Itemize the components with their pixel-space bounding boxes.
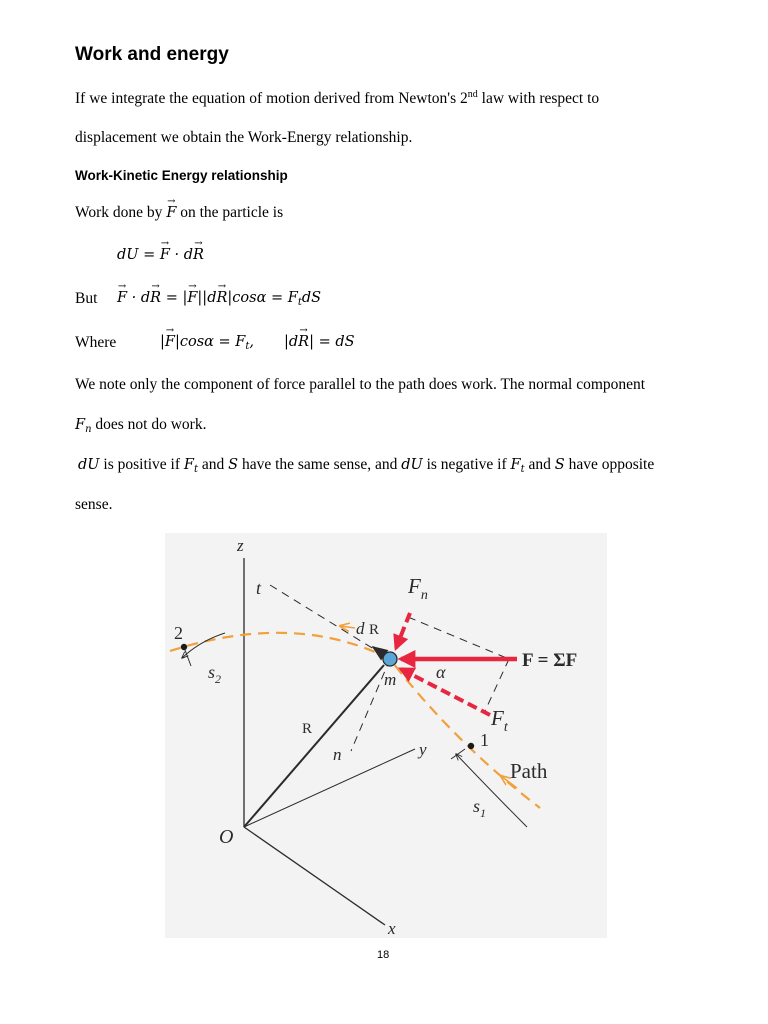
- s-1: S: [228, 457, 239, 473]
- eq-but-sub: t: [297, 297, 302, 308]
- eq-but-p3: ||d: [197, 290, 217, 306]
- eq-but-p1: · d: [127, 290, 151, 306]
- label-force-sum: F = ΣF: [522, 650, 578, 671]
- label-alpha: α: [436, 662, 446, 682]
- force-vector: → F: [166, 205, 176, 221]
- du-1: dU: [78, 457, 100, 473]
- eq-where-p5: | = dS: [309, 334, 355, 350]
- equation-du: [117, 247, 204, 263]
- but-label: But: [75, 290, 98, 307]
- eq-but-p2: = |: [161, 290, 188, 306]
- intro-text-end: law with respect to: [477, 90, 600, 107]
- label-s2: $s_2$: [208, 662, 222, 686]
- eq-but-f1: → F: [117, 290, 127, 306]
- note-line-1: We note only the component of force parallel to the path does work. The normal component: [75, 376, 646, 393]
- eq-but-p5: dS: [301, 290, 322, 306]
- fn-symbol: F: [75, 417, 86, 433]
- label-point-2: 2: [174, 623, 183, 643]
- page-title: Work and energy: [75, 44, 229, 65]
- label-dr-d: d: [356, 619, 365, 638]
- sense-line-1: [78, 456, 654, 474]
- eq-but-f2: → F: [187, 290, 197, 306]
- label-ft: $F_t$: [491, 706, 508, 735]
- label-x: x: [388, 919, 396, 938]
- work-done-line: [75, 204, 283, 222]
- eq-du-lhs: dU =: [117, 247, 160, 263]
- fn-sub: n: [85, 424, 92, 435]
- label-origin: O: [219, 826, 234, 848]
- eq-where-p4: |d: [284, 334, 299, 350]
- section-subheading: Work-Kinetic Energy relationship: [75, 168, 288, 183]
- sense-line-2: sense.: [75, 496, 113, 513]
- intro-text: If we integrate the equation of motion derived from Newton's 2: [75, 90, 468, 107]
- point-2: [181, 644, 187, 650]
- label-s1: $s_1$: [473, 796, 487, 820]
- sense-t1: is positive if: [99, 456, 184, 473]
- work-energy-figure: [165, 533, 607, 938]
- eq-but-r1: → R: [150, 290, 161, 306]
- eq-where-r: → R: [298, 334, 309, 350]
- eq-but-p4: |cosα = F: [227, 290, 298, 306]
- ft-1-sub: t: [193, 464, 198, 475]
- eq-where-f: → F: [165, 334, 175, 350]
- sense-t2b: and: [524, 456, 555, 473]
- eq-where-p3: ,: [249, 334, 254, 350]
- label-mass: m: [384, 670, 397, 689]
- label-z: z: [237, 536, 244, 555]
- du-2: dU: [401, 457, 423, 473]
- ft-1: F: [183, 457, 194, 473]
- eq-du-dot: · d: [169, 247, 194, 263]
- label-y: y: [419, 740, 427, 759]
- where-label: Where: [75, 334, 117, 351]
- sense-t2: and: [198, 456, 229, 473]
- particle: [383, 652, 397, 666]
- label-fn: $F_n$: [408, 574, 428, 603]
- eq-but-r2: → R: [216, 290, 227, 306]
- label-path: Path: [510, 759, 548, 783]
- page-number: 18: [377, 949, 390, 961]
- eq-where-p1: |: [160, 334, 165, 350]
- ft-2-sub: t: [520, 464, 525, 475]
- work-done-text-end: on the particle is: [176, 204, 284, 221]
- label-n: n: [333, 745, 342, 764]
- point-1: [468, 743, 474, 749]
- ordinal-sup: nd: [467, 89, 478, 100]
- sense-t4: is negative if: [422, 456, 511, 473]
- equation-where: [160, 334, 355, 350]
- work-done-text: Work done by: [75, 204, 167, 221]
- intro-line-2: displacement we obtain the Work-Energy relationship.: [75, 129, 413, 146]
- eq-where-p2: |cosα = F: [174, 334, 246, 350]
- intro-line-1: [75, 90, 599, 108]
- label-point-1: 1: [480, 730, 489, 750]
- sense-t3: have the same sense, and: [238, 456, 402, 473]
- equation-but: [117, 290, 321, 306]
- eq-du-force: → F: [160, 247, 170, 263]
- eq-where-sub: t: [245, 341, 250, 352]
- label-r: R: [302, 721, 313, 737]
- label-t: t: [256, 578, 262, 598]
- s-2: S: [554, 457, 565, 473]
- figure-panel: [165, 533, 607, 938]
- note-text: does not do work.: [91, 416, 207, 433]
- sense-t5: have opposite: [564, 456, 655, 473]
- note-line-2: [75, 416, 206, 434]
- ft-2: F: [510, 457, 521, 473]
- eq-du-displacement: → R: [193, 247, 204, 263]
- label-dr-r: R: [369, 622, 380, 638]
